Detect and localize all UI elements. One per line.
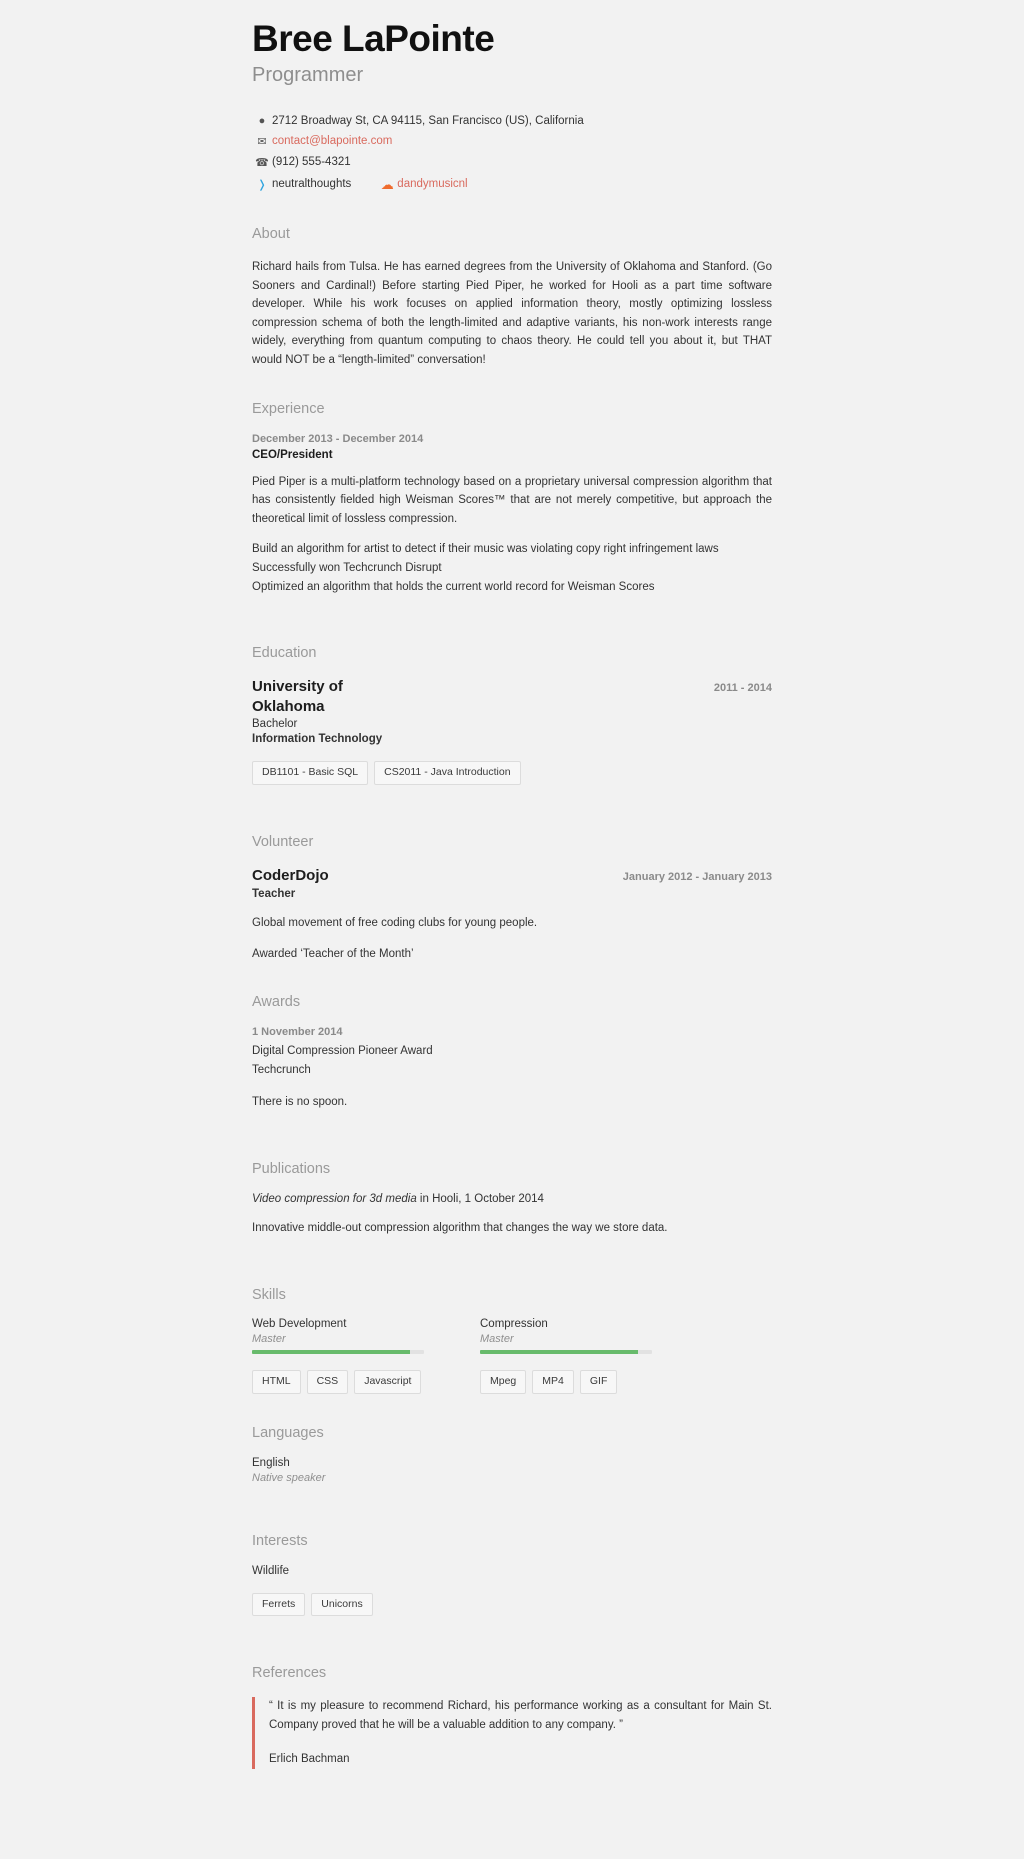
job-title: Programmer: [252, 63, 364, 86]
skill-keyword-tag: Javascript: [354, 1370, 421, 1394]
resume-header: [252, 18, 772, 195]
experience-date: December 2013 - December 2014: [252, 432, 424, 445]
section-skills: [252, 1286, 772, 1394]
section-title-experience: Experience: [252, 400, 325, 417]
volunteer-organization: CoderDojo: [252, 866, 329, 884]
award-summary: There is no spoon.: [252, 1096, 348, 1109]
section-title-about: About: [252, 226, 290, 243]
soundcloud-icon: ☁: [380, 176, 394, 192]
volunteer-entry-head: [252, 866, 772, 886]
skill-keyword-tag: GIF: [580, 1370, 618, 1394]
soundcloud-handle[interactable]: dandymusicnl: [397, 178, 468, 191]
section-awards: [252, 993, 772, 1112]
phone-icon: ☎: [255, 156, 269, 169]
publication-meta: in Hooli, 1 October 2014: [419, 1192, 544, 1205]
education-area: Information Technology: [252, 733, 383, 746]
contact-address: [252, 113, 772, 131]
twitter-icon: ❭: [257, 178, 267, 191]
skill-keyword-tag: Mpeg: [480, 1370, 526, 1394]
skill-progress-bar: [252, 1350, 424, 1354]
section-title-awards: Awards: [252, 994, 301, 1011]
email-link[interactable]: contact@blapointe.com: [272, 135, 393, 148]
section-title-volunteer: Volunteer: [252, 833, 314, 850]
section-references: [252, 1664, 772, 1769]
education-degree: Bachelor: [252, 718, 298, 731]
volunteer-position: Teacher: [252, 888, 296, 901]
twitter-handle[interactable]: neutralthoughts: [272, 178, 352, 191]
section-experience: [252, 400, 772, 597]
contact-social[interactable]: [252, 175, 772, 195]
section-title-education: Education: [252, 645, 317, 662]
volunteer-highlight: Awarded ‘Teacher of the Month’: [252, 947, 414, 960]
resume-sheet: [252, 0, 772, 1859]
contact-list: [252, 113, 772, 196]
volunteer-date: January 2012 - January 2013: [622, 870, 772, 883]
spacer: [252, 1514, 772, 1532]
reference-text: “ It is my pleasure to recommend Richard, his performance working as a consultant for Main St. Company proved that he will be a valuable addition to any company. ”: [269, 1700, 772, 1731]
spacer: [252, 815, 772, 833]
skills-grid: [252, 1318, 772, 1394]
section-title-references: References: [252, 1665, 327, 1682]
language-fluency: Native speaker: [252, 1471, 326, 1484]
volunteer-summary: Global movement of free coding clubs for young people.: [252, 917, 538, 930]
section-title-publications: Publications: [252, 1161, 331, 1178]
skill-name: Web Development: [252, 1318, 347, 1331]
section-about: [252, 225, 772, 370]
skill-keyword-tag: HTML: [252, 1370, 301, 1394]
reference-author: Erlich Bachman: [269, 1753, 350, 1766]
reference-quote: [252, 1697, 772, 1769]
about-text: Richard hails from Tulsa. He has earned degrees from the University of Oklahoma and Stanford. (Go Sooners and Cardinal!) Before starting Pied Piper, he worked for Hooli as a part time software developer. While his work focuses on applied information theory, mostly optimizing lossless compression schema of both the length-limited and adaptive variants, his non-work interests range widely, everything from quantum computing to chaos theory. He could tell you about it, but THAT would NOT be a “length-limited” conversation!: [252, 260, 772, 367]
spacer: [252, 1646, 772, 1664]
award-date: 1 November 2014: [252, 1026, 343, 1039]
skill-keyword-tag: MP4: [532, 1370, 574, 1394]
contact-phone: [252, 154, 772, 172]
phone-text: (912) 555-4321: [272, 156, 351, 169]
section-interests: [252, 1532, 772, 1616]
skill-level: Master: [480, 1333, 514, 1346]
skill-keyword-tag: CSS: [307, 1370, 349, 1394]
interest-keywords: [252, 1593, 772, 1617]
experience-position: CEO/President: [252, 448, 333, 461]
course-tag: DB1101 - Basic SQL: [252, 761, 368, 785]
publication-title: Video compression for 3d media: [252, 1192, 417, 1205]
spacer: [252, 626, 772, 644]
spacer: [252, 1268, 772, 1286]
spacer: [252, 1142, 772, 1160]
experience-highlight: Build an algorithm for artist to detect if their music was violating copy right infringement laws: [252, 543, 719, 556]
experience-highlight: Optimized an algorithm that holds the current world record for Weisman Scores: [252, 580, 655, 593]
interest-keyword-tag: Ferrets: [252, 1593, 305, 1617]
section-publications: [252, 1160, 772, 1237]
award-title: Digital Compression Pioneer Award: [252, 1045, 433, 1058]
publication-summary: Innovative middle-out compression algorithm that changes the way we store data.: [252, 1221, 668, 1234]
contact-email[interactable]: [252, 133, 772, 151]
publication-line: [252, 1193, 772, 1205]
section-volunteer: [252, 833, 772, 964]
interest-keyword-tag: Unicorns: [311, 1593, 372, 1617]
section-title-skills: Skills: [252, 1286, 286, 1303]
skill-name: Compression: [480, 1318, 548, 1331]
education-courses: [252, 761, 772, 785]
skill-keywords: [480, 1370, 652, 1394]
skill-progress-bar: [480, 1350, 652, 1354]
course-tag: CS2011 - Java Introduction: [374, 761, 520, 785]
award-awarder: Techcrunch: [252, 1063, 311, 1076]
experience-summary: Pied Piper is a multi-platform technology based on a proprietary universal compression algorithm that has consistently fielded high Weisman Scores™ that are not merely competitive, but approach the theoretical limit of lossless compression.: [252, 475, 772, 525]
education-entry-head: [252, 677, 772, 716]
language-name: English: [252, 1456, 290, 1469]
education-institution: University of Oklahoma: [252, 678, 343, 715]
envelope-icon: ✉: [257, 135, 267, 148]
experience-highlight: Successfully won Techcrunch Disrupt: [252, 562, 442, 575]
education-date: 2011 - 2014: [713, 682, 772, 695]
interest-name: Wildlife: [252, 1564, 290, 1577]
address-text: 2712 Broadway St, CA 94115, San Francisco (US), California: [272, 114, 584, 127]
skill-keywords: [252, 1370, 424, 1394]
location-pin-icon: ●: [258, 114, 266, 127]
section-languages: [252, 1424, 772, 1484]
section-title-interests: Interests: [252, 1532, 308, 1549]
skill-level: Master: [252, 1333, 286, 1346]
section-title-languages: Languages: [252, 1425, 324, 1442]
section-education: [252, 644, 772, 784]
page-title: Bree LaPointe: [252, 18, 495, 59]
skill-item: [252, 1318, 424, 1394]
skill-item: [480, 1318, 652, 1394]
